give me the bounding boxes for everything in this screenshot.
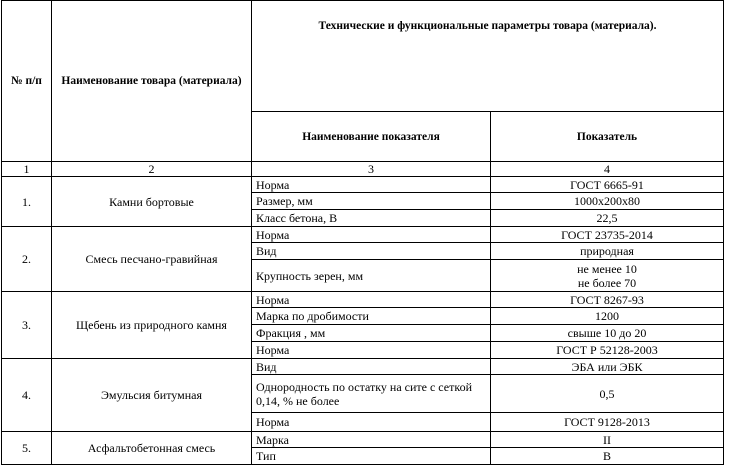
param-label: Однородность по остатку на сите с сеткой 0,14, % не более xyxy=(252,375,491,413)
param-value xyxy=(491,260,724,292)
column-number: 4 xyxy=(491,162,724,177)
param-value: 1000х200х80 xyxy=(491,193,724,210)
item-name: Щебень из природного камня xyxy=(52,292,252,359)
param-label: Норма xyxy=(252,413,491,432)
table-row xyxy=(2,292,724,308)
row-number: 1. xyxy=(2,177,52,227)
param-value: ЭБА или ЭБК xyxy=(491,359,724,375)
param-label: Норма xyxy=(252,227,491,243)
num-header: № п/п xyxy=(2,1,52,162)
indicator-header: Показатель xyxy=(491,112,724,162)
param-value: 0,5 xyxy=(491,375,724,413)
param-label: Норма xyxy=(252,177,491,193)
params-header: Технические и функциональные параметры товара (материала). xyxy=(252,1,724,112)
spec-table xyxy=(1,0,724,465)
row-number: 3. xyxy=(2,292,52,359)
param-label: Вид xyxy=(252,359,491,375)
param-value: свыше 10 до 20 xyxy=(491,325,724,342)
table-row xyxy=(2,359,724,375)
item-name: Камни бортовые xyxy=(52,177,252,227)
column-number-row xyxy=(2,162,724,177)
param-label: Крупность зерен, мм xyxy=(252,260,491,292)
table-row xyxy=(2,177,724,193)
param-value-line: не более 70 xyxy=(577,275,637,290)
param-label: Норма xyxy=(252,342,491,359)
param-value: ГОСТ 6665-91 xyxy=(491,177,724,193)
param-value: природная xyxy=(491,243,724,260)
param-value: В xyxy=(491,448,724,465)
param-label: Фракция , мм xyxy=(252,325,491,342)
column-number: 1 xyxy=(2,162,52,177)
param-label: Марка xyxy=(252,432,491,448)
column-number: 3 xyxy=(252,162,491,177)
param-value: ГОСТ Р 52128-2003 xyxy=(491,342,724,359)
param-value: ГОСТ 9128-2013 xyxy=(491,413,724,432)
indicator-name-header: Наименование показателя xyxy=(252,112,491,162)
param-value: ГОСТ 8267-93 xyxy=(491,292,724,308)
param-label: Класс бетона, В xyxy=(252,210,491,227)
param-label: Тип xyxy=(252,448,491,465)
param-value: 22,5 xyxy=(491,210,724,227)
param-value: ГОСТ 23735-2014 xyxy=(491,227,724,243)
item-name: Смесь песчано-гравийная xyxy=(52,227,252,292)
param-label: Марка по дробимости xyxy=(252,308,491,325)
table-row xyxy=(2,227,724,243)
row-number: 5. xyxy=(2,432,52,465)
param-label: Вид xyxy=(252,243,491,260)
param-label: Норма xyxy=(252,292,491,308)
param-value: II xyxy=(491,432,724,448)
param-label: Размер, мм xyxy=(252,193,491,210)
table-row xyxy=(2,432,724,448)
param-value: 1200 xyxy=(491,308,724,325)
header-row xyxy=(2,1,724,112)
item-name: Эмульсия битумная xyxy=(52,359,252,432)
item-name: Асфальтобетонная смесь xyxy=(52,432,252,465)
column-number: 2 xyxy=(52,162,252,177)
row-number: 2. xyxy=(2,227,52,292)
row-number: 4. xyxy=(2,359,52,432)
param-value-line: не менее 10 xyxy=(577,261,637,276)
name-header: Наименование товара (материала) xyxy=(52,1,252,162)
